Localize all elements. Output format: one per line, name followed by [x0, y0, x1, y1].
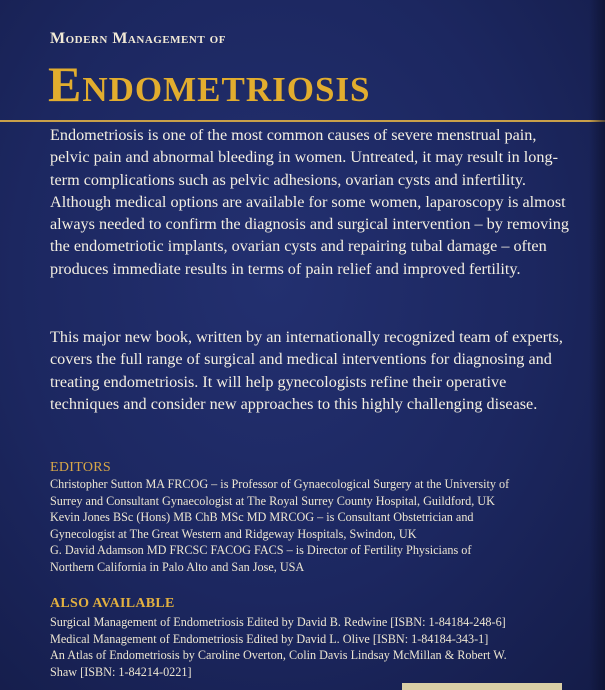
- description-paragraph-1: Endometriosis is one of the most common causes of severe menstrual pain, pelvic pain and abnormal bleeding in women. Untreated, it may result in long-term complications such as pelvic adhesions, ovarian cysts and infertility. Although medical options are available for some women, laparoscopy is almost always needed to confirm the diagnosis and surgical intervention – by removing the endometriotic implants, ovarian cysts and repairing tubal damage – often produces immediate results in terms of pain relief and improved fertility.: [50, 126, 569, 278]
- editor-line: Northern California in Palo Alto and San Jose, USA: [50, 559, 305, 574]
- editor-line: Kevin Jones BSc (Hons) MB ChB MSc MD MRCOG – is Consultant Obstetrician and: [50, 510, 474, 525]
- also-available-item: Shaw [ISBN: 1-84214-0221]: [50, 664, 192, 679]
- book-title: Endometriosis: [48, 56, 371, 112]
- editor-line: Gynecologist at The Great Western and Ridgeway Hospitals, Swindon, UK: [50, 526, 417, 541]
- also-available-heading: ALSO AVAILABLE: [50, 596, 175, 611]
- title-divider: [0, 120, 605, 122]
- series-title: Modern Management of: [50, 30, 226, 47]
- also-available-item: Surgical Management of Endometriosis Edited by David B. Redwine [ISBN: 1-84184-248-6]: [50, 615, 506, 629]
- editor-line: Christopher Sutton MA FRCOG – is Professor of Gynaecological Surgery at the University of: [50, 477, 510, 491]
- description-paragraph-2: This major new book, written by an internationally recognized team of experts, covers the full range of surgical and medical interventions for diagnosing and treating endometriosis. It will help gynecologists refine their operative techniques and consider new approaches to this highly challenging disease.: [50, 328, 563, 413]
- barcode-label-edge: [402, 683, 562, 690]
- editor-line: Surrey and Consultant Gynaecologist at The Royal Surrey County Hospital, Guildford, UK: [50, 493, 495, 508]
- editor-line: G. David Adamson MD FRCSC FACOG FACS – is Director of Fertility Physicians of: [50, 543, 472, 558]
- also-available-item: Medical Management of Endometriosis Edited by David L. Olive [ISBN: 1-84184-343-1]: [50, 631, 489, 646]
- editors-list: [50, 476, 570, 576]
- editors-heading: EDITORS: [50, 460, 111, 475]
- also-available-list: [50, 614, 570, 680]
- page-edge-shadow: [589, 0, 605, 690]
- also-available-item: An Atlas of Endometriosis by Caroline Overton, Colin Davis Lindsay McMillan & Robert W.: [50, 648, 507, 663]
